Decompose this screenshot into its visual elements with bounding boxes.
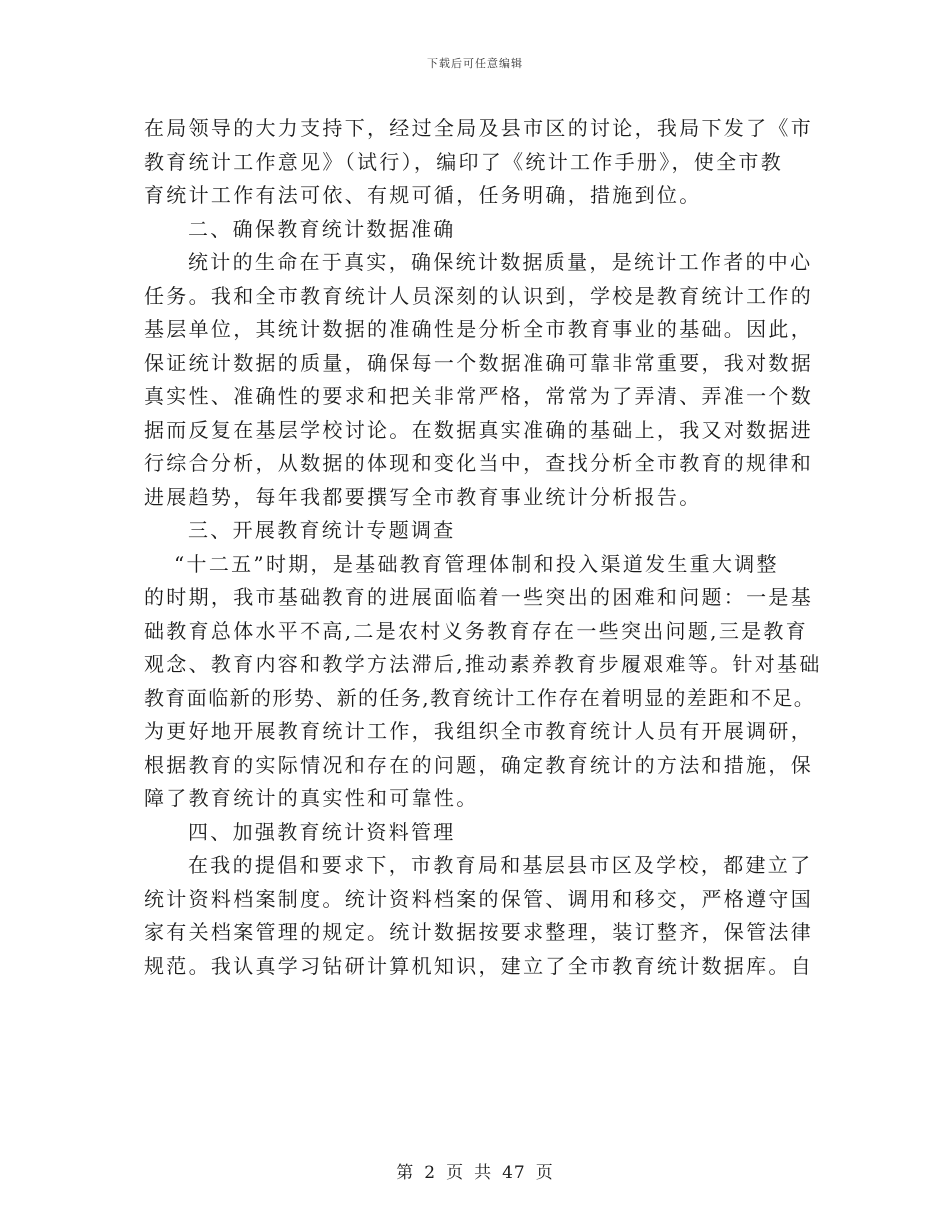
page-number: 2: [424, 1163, 437, 1183]
body-line: 任务。我和全市教育统计人员深刻的认识到，学校是教育统计工作的: [144, 283, 813, 308]
body-line: 进展趋势，每年我都要撰写全市教育事业统计分析报告。: [144, 484, 702, 509]
body-line: 障了教育统计的真实性和可靠性。: [144, 786, 479, 810]
body-line: 在我的提倡和要求下，市教育局和基层县市区及学校，都建立了: [188, 853, 813, 877]
body-line: 教育统计工作意见》（试行），编印了《统计工作手册》，使全市教: [144, 149, 783, 174]
footer-ye: 页: [535, 1163, 554, 1183]
body-line: 基层单位，其统计数据的准确性是分析全市教育事业的基础。因此，: [144, 317, 813, 341]
section-heading: 二、确保教育统计数据准确: [188, 216, 456, 241]
body-line: 统计的生命在于真实，确保统计数据质量，是统计工作者的中心: [188, 250, 813, 274]
total-pages: 47: [502, 1163, 526, 1183]
footer-gong: 共: [474, 1163, 493, 1183]
body-line: 规范。我认真学习钻研计算机知识，建立了全市教育统计数据库。自: [144, 953, 813, 978]
body-line: 真实性、准确性的要求和把关非常严格，常常为了弄清、弄准一个数: [144, 384, 813, 408]
body-line: “十二五”时期，是基础教育管理体制和投入渠道发生重大调整: [174, 551, 779, 576]
body-line: 的时期，我市基础教育的进展面临着一些突出的困难和问题：一是基: [144, 585, 813, 609]
body-line: 教育面临新的形势、新的任务,教育统计工作存在着明显的差距和不足。: [144, 685, 816, 710]
footer-ye: 页: [446, 1163, 465, 1183]
body-line: 根据教育的实际情况和存在的问题，确定教育统计的方法和措施，保: [144, 752, 813, 777]
body-line: 家有关档案管理的规定。统计数据按要求整理，装订整齐，保管法律: [144, 920, 813, 944]
section-heading: 四、加强教育统计资料管理: [188, 819, 456, 844]
document-body: [144, 112, 824, 983]
body-line: 观念、教育内容和教学方法滞后,推动素养教育步履艰难等。针对基础: [144, 652, 822, 676]
body-line: 据而反复在基层学校讨论。在数据真实准确的基础上，我又对数据进: [144, 417, 813, 442]
body-line: 保证统计数据的质量，确保每一个数据准确可靠非常重要，我对数据: [144, 350, 813, 375]
footer-di: 第: [396, 1163, 415, 1183]
page-header: 下载后可任意编辑: [427, 57, 523, 70]
section-heading: 三、开展教育统计专题调查: [188, 518, 456, 542]
page-footer: [0, 1158, 950, 1183]
body-line: 为更好地开展教育统计工作，我组织全市教育统计人员有开展调研，: [144, 719, 813, 743]
body-line: 础教育总体水平不高,二是农村义务教育存在一些突出问题,三是教育: [144, 618, 809, 643]
body-line: 行综合分析，从数据的体现和变化当中，查找分析全市教育的规律和: [144, 451, 813, 475]
body-line: 统计资料档案制度。统计资料档案的保管、调用和移交，严格遵守国: [144, 886, 813, 911]
body-line: 在局领导的大力支持下，经过全局及县市区的讨论，我局下发了《市: [144, 116, 813, 140]
body-line: 育统计工作有法可依、有规可循，任务明确，措施到位。: [144, 183, 702, 207]
